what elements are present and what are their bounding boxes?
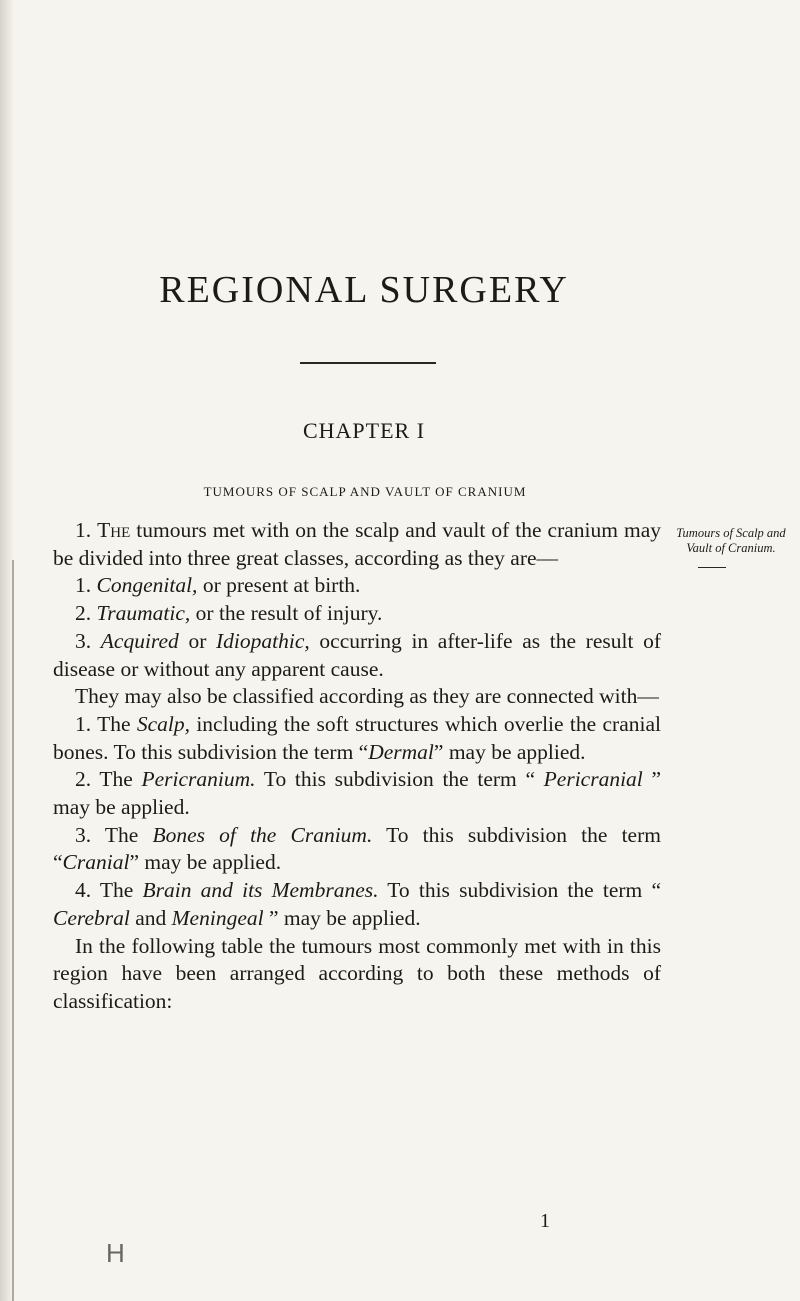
list-item [53,877,661,932]
list-text: 3. The [75,822,153,847]
page-edge-line [12,560,14,1301]
lead-word: The [97,518,131,542]
margin-note: Tumours of Scalp and Vault of Cranium. [676,526,786,555]
list-term: Traumatic, [96,601,191,626]
list-text: and [129,905,172,930]
list-text: ” may be applied. [53,767,661,820]
list-text: 2. The [75,767,142,792]
margin-dash [698,567,726,568]
list-term: Cranial [62,850,130,875]
page-number: 1 [540,1210,550,1232]
list-text: including the soft structures which overlie the cranial bones. To this subdivision the term “ [53,711,661,764]
paragraph-intro [53,517,661,572]
list-text: To this subdivision the term “ [53,822,661,875]
list-term: Pericranial [543,767,643,792]
paragraph-number: 1. [75,518,92,542]
list-term: Dermal [368,739,434,764]
list-term: Pericranium. [141,767,256,792]
list-term: Brain and its Membranes. [142,878,379,903]
signature-mark: H [106,1238,125,1268]
running-head: REGIONAL SURGERY [159,269,569,311]
section-title: TUMOURS OF SCALP AND VAULT OF CRANIUM [203,484,527,499]
paragraph-text: tumours met with on the scalp and vault of the cranium may be divided into three great classes, according as they are— [53,518,661,570]
list-item [53,628,661,683]
list-term: Cerebral [53,905,130,930]
list-text: or [178,628,217,653]
paragraph-table-intro: In the following table the tumours most commonly met with in this region have been arranged according to both these methods of classification: [53,933,661,1013]
list-item [53,711,661,766]
list-text: To this subdivision the term “ [255,767,544,792]
list-term: Acquired [100,628,179,653]
list-term: Idiopathic, [216,628,310,653]
list-text: occurring in after-life as the result of disease or without any apparent cause. [53,628,662,681]
body-text [53,517,661,1016]
list-item [53,766,661,821]
list-term: Meningeal [171,905,264,930]
list-number: 3. [75,628,92,653]
list-term: Congenital, [96,573,198,598]
list-text: ” may be applied. [263,905,421,930]
list-item [53,600,661,628]
list-text: 4. The [75,878,143,903]
paragraph-classification: They may also be classified according as they are connected with— [75,684,659,709]
list-text: To this subdivision the term “ [378,878,662,903]
list-text: or present at birth. [197,573,361,598]
list-number: 1. [75,573,92,598]
list-term: Scalp, [136,711,190,736]
list-text: ” may be applied. [129,850,282,875]
list-text: or the result of injury. [190,601,383,626]
chapter-heading: CHAPTER I [302,418,426,443]
list-item [53,572,661,600]
list-text: 1. The [75,711,137,736]
list-term: Bones of the Cranium. [152,822,373,847]
list-number: 2. [75,601,92,626]
list-item [53,822,661,877]
list-text: ” may be applied. [433,739,586,764]
title-rule [300,362,436,364]
